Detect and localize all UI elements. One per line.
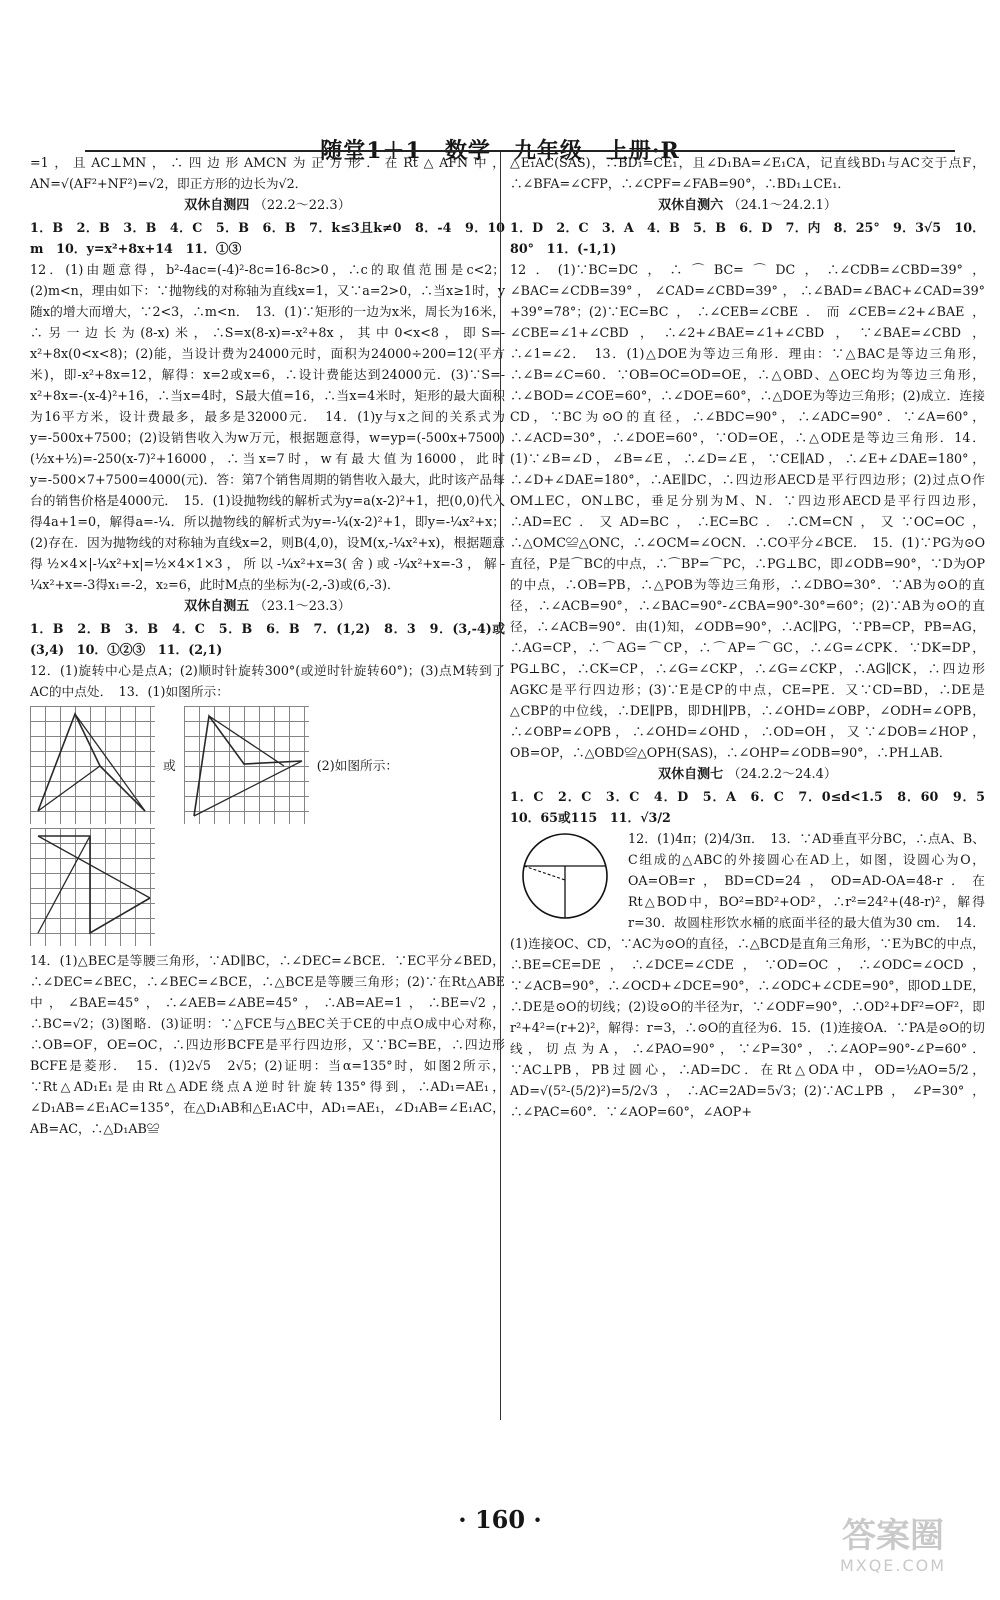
section-6-answers: 1．D 2．C 3．A 4．B 5．B 6．D 7．内 8．25° 9．3√5 10．80° 11．(-1,1) (510, 220, 985, 256)
section-6-range: （24.1～24.2.1） (727, 198, 837, 213)
section-5-body-2: 14．(1)△BEC是等腰三角形，∵AD∥BC，∴∠DEC=∠BCE．∵EC平分∠BED，∴∠DEC=∠BEC，∴∠BEC=∠BCE，∴△BCE是等腰三角形；(2)∵在Rt△ABE中，∠BAE=45°，∴∠AEB=∠ABE=45°，∴AB=AE=1，∴BE=√2，∴BC=√2；(3)图略．(3)证明：∵△FCE与△BEC关于CE的中点O成中心对称，∴OB=OF，OE=OC，∴四边形BCFE是平行四边形，又∵BC=BE，∴四边形BCFE是菱形． 15．(1)2√5 2√5；(2)证明：当α=135°时，如图2所示，∵Rt△AD₁E₁是由Rt△ADE绕点A逆时针旋转135°得到，∴AD₁=AE₁，∠D₁AB=∠E₁AC=135°，在△D₁AB和△E₁AC中，AD₁=AE₁，∠D₁AB=∠E₁AC，AB=AC，∴△D₁AB≌ (30, 953, 505, 1136)
grid-figure-1 (30, 706, 155, 824)
section-title-4 (30, 195, 505, 216)
section-7-body: 12．(1)4π；(2)4/3π． 13．∵AD垂直平分BC，∴点A、B、C组成的△ABC的外接圆心在AD上，如图，设圆心为O，OA=OB=r，BD=CD=24，OD=AD-OA=48-r．在Rt△BOD中，BO²=BD²+OD²，∴r²=24²+(48-r)²，解得r=30．故圆柱形饮水桶的底面半径的最大值为30 cm． 14．(1)连接OC、CD，∵AC为⊙O的直径，∴△BCD是直角三角形，∵E为BC的中点，∴BE=CE=DE，∴∠DCE=∠CDE，∵OD=OC，∴∠ODC=∠OCD，∵∠ACB=90°，∴∠OCD+∠DCE=90°，∴∠ODC+∠CDE=90°，即OD⊥DE，∴DE是⊙O的切线；(2)设⊙O的半径为r，∵∠ODF=90°，∴OD²+DF²=OF²，即r²+4²=(r+2)²，解得：r=3，∴⊙O的直径为6．15．(1)连接OA．∵PA是⊙O的切线，切点为A，∴∠PAO=90°，∵∠P=30°，∴∠AOP=90°-∠P=60°．∵AC⊥PB，PB过圆心，∴AD=DC．在Rt△ODA中，OD=½AO=5/2，AD=√(5²-(5/2)²)=5/2√3，∴AC=2AD=5√3；(2)∵AC⊥PB，∠P=30°，∴∠PAC=60°．∵∠AOP=60°，∠AOP+ (510, 831, 985, 1119)
section-6-body: 12．(1)∵BC=DC，∴⌒BC=⌒DC，∴∠CDB=∠CBD=39°，∠BAC=∠CDB=39°，∠CAD=∠CBD=39°，∴∠BAD=∠BAC+∠CAD=39°+39°=78°；(2)∵EC=BC，∴∠CEB=∠CBE．而∠CEB=∠2+∠BAE，∠CBE=∠1+∠CBD，∴∠2+∠BAE=∠1+∠CBD，∵∠BAE=∠CBD，∴∠1=∠2． 13．(1)△DOE为等边三角形．理由：∵△BAC是等边三角形，∴∠B=∠C=60．∵OB=OC=OD=OE，∴△OBD、△OEC均为等边三角形，∴∠BOD=∠COE=60°，∴∠DOE=60°，∴△DOE为等边三角形；(2)成立．连接CD，∵BC为⊙O的直径，∴∠BDC=90°，∴∠ADC=90°．∵∠A=60°，∴∠ACD=30°，∴∠DOE=60°，∵OD=OE，∴△ODE是等边三角形．14．(1)∵∠B=∠D，∠B=∠E，∴∠D=∠E，∵CE∥AD，∴∠E+∠DAE=180°，∴∠D+∠DAE=180°，∴AE∥DC，∴四边形AECD是平行四边形；(2)过点O作OM⊥EC，ON⊥BC，垂足分别为M、N．∵四边形AECD是平行四边形，∴AD=EC．又AD=BC，∴EC=BC．∴CM=CN，又∵OC=OC，∴△OMC≌△ONC，∴∠OCM=∠OCN．∴CO平分∠BCE． 15．(1)∵PG为⊙O直径，P是⌒BC的中点，∴⌒BP=⌒PC，∴PG⊥BC，即∠ODB=90°，∵D为OP的中点，∴OB=PB，∴△POB为等边三角形，∴∠DBO=30°．∵AB为⊙O的直径，∴∠ACB=90°，∴∠BAC=90°-∠CBA=90°-30°=60°；(2)∵AB为⊙O的直径，∴∠ACB=90°．由(1)知，∠ODB=90°，∴AC∥PG，∵PB=CP，PB=AG，∴AG=CP，∴⌒AG=⌒CP，∴⌒AP=⌒GC，∴∠G=∠CPK．∵DK=DP，PG⊥BC，∴CK=CP，∴∠G=∠CKP，∴∠G=∠CKP，∴AG∥CK，∴四边形AGKC是平行四边形；(3)∵E是CP的中点，CE=PE．又∵CD=BD，∴DE是△CBP的中位线，∴DE∥PB，即DH∥PB，∴∠OHD=∠OBP，∠ODH=∠OPB，∴∠OBP=∠OPB，∴∠OHD=∠OHD，∴OD=OH，又∵∠DOB=∠HOP，OB=OP，∴△OBD≌△OPH(SAS)，∴∠OHP=∠ODB=90°，∴PH⊥AB． (510, 262, 985, 760)
rotation-figure-1 (30, 706, 155, 824)
rotation-figures-row (30, 706, 505, 824)
section-title-5 (30, 596, 505, 617)
column-divider (500, 152, 501, 1420)
section-title-7 (510, 764, 985, 785)
section-5-body: 12．(1)旋转中心是点A；(2)顺时针旋转300°(或逆时针旋转60°)；(3)点M转到了AC的中点处． 13．(1)如图所示： (30, 663, 505, 699)
section-7-answers: 1．C 2．C 3．C 4．D 5．A 6．C 7．0≤d<1.5 8．60 9．5 10．65或115 11．√3/2 (510, 789, 998, 825)
section-4-range: （22.2～22.3） (253, 198, 351, 213)
section-title-6 (510, 195, 985, 216)
rotation-figure-2 (184, 706, 309, 824)
section-4-name: 双休自测四 (184, 198, 250, 213)
section-7-name: 双休自测七 (658, 767, 724, 782)
right-column (510, 152, 998, 1420)
section-7-range: （24.2.2～24.4） (727, 767, 837, 782)
right-intro: △E₁AC(SAS)，∴BD₁=CE₁，且∠D₁BA=∠E₁CA，记直线BD₁与AC交于点F，∴∠BFA=∠CFP，∴∠CPF=∠FAB=90°，∴BD₁⊥CE₁． (510, 155, 985, 191)
page-header: 随堂1＋1 数学 九年级 上册·R (320, 138, 680, 164)
section-5-answers: 1．B 2．B 3．B 4．C 5．B 6．B 7．(1,2) 8．3 9．(3,-4)或(3,4) 10．①②③ 11．(2,1) (30, 621, 505, 657)
watermark-line-2: MXQE.COM (839, 1556, 947, 1575)
page-number: · 160 · (458, 1505, 542, 1534)
section-4-body: 12．(1)由题意得，b²-4ac=(-4)²-8c=16-8c>0，∴c的取值范围是c<2；(2)m<n，理由如下：∵抛物线的对称轴为直线x=1，又∵a=2>0，∴当x≥1时，y随x的增大而增大，∵2<3，∴m<n． 13．(1)∵矩形的一边为x米，周长为16米，∴另一边长为(8-x)米，∴S=x(8-x)=-x²+8x，其中0<x<8，即S=-x²+8x(0<x<8)；(2)能，当设计费为24000元时，面积为24000÷200=12(平方米)，即-x²+8x=12，解得：x=2或x=6，∴设计费能达到24000元．(3)∵S=-x²+8x=-(x-4)²+16，∴当x=4时，S最大值=16，∴当x=4米时，矩形的最大面积为16平方米，设计费最多，最多是32000元． 14．(1)y与x之间的关系式为y=-500x+7500；(2)设销售收入为w万元，根据题意得，w=yp=(-500x+7500)(½x+½)=-250(x-7)²+16000，∴当x=7时，w有最大值为16000，此时y=-500×7+7500=4000(元)．答：第7个销售周期的销售收入最大，此时该产品每台的销售价格是4000元． 15．(1)设抛物线的解析式为y=a(x-2)²+1，把(0,0)代入得4a+1=0，解得a=-¼．所以抛物线的解析式为y=-¼(x-2)²+1，即y=-¼x²+x；(2)存在．因为抛物线的对称轴为直线x=2，则B(4,0)，设M(x,-¼x²+x)，根据题意得½×4×|-¼x²+x|=½×4×1×3，所以-¼x²+x=3(舍)或-¼x²+x=-3，解-¼x²+x=-3得x₁=-2，x₂=6，此时M点的坐标为(-2,-3)或(6,-3)． (30, 262, 505, 592)
section-4-answers: 1．B 2．B 3．B 4．C 5．B 6．B 7．k≤3且k≠0 8．-4 9．10 m 10．y=x²+8x+14 11．①③ (30, 220, 505, 256)
watermark-line-1: 答案圈 (842, 1516, 944, 1556)
left-column (30, 152, 505, 1420)
section-6-name: 双休自测六 (658, 198, 724, 213)
rotation-figure-row-2 (30, 828, 505, 946)
grid-figure-3 (30, 828, 155, 946)
section-5-range: （23.1～23.3） (253, 599, 351, 614)
rotation-figure-3 (30, 828, 155, 946)
section-5-name: 双休自测五 (184, 599, 250, 614)
figure-note-2: (2)如图所示： (316, 757, 399, 773)
grid-figure-2 (184, 706, 309, 824)
circle-figure (510, 828, 620, 928)
left-intro: =1，且AC⊥MN，∴四边形AMCN为正方形．在Rt△AFN中，AN=√(AF²+NF²)=√2，即正方形的边长为√2． (30, 155, 505, 191)
figure-or-label: 或 (163, 757, 176, 773)
watermark-logo (808, 1516, 978, 1586)
